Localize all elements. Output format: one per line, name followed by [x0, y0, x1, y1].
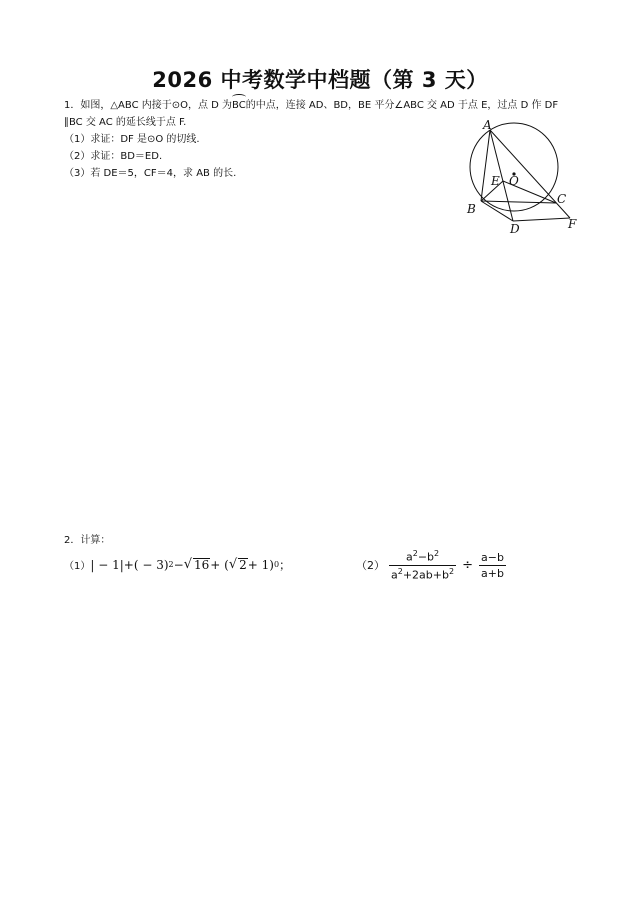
geometry-figure	[458, 117, 588, 237]
paren-term: ( − 3)	[133, 557, 169, 572]
question-1-part-2: （2）求证：BD＝ED.	[64, 151, 163, 162]
part-2-label: （2）	[356, 559, 385, 573]
label-c: C	[557, 192, 567, 206]
circle-o	[470, 123, 558, 211]
part-1-label: （1）	[64, 561, 91, 572]
plus-one-close: + 1)	[247, 557, 274, 572]
abs-term: | − 1|	[90, 557, 124, 572]
exponent-0: 0	[273, 560, 280, 569]
fraction-2-numerator: a−b	[480, 550, 504, 564]
segment-ab	[481, 130, 490, 201]
radicand-16: 16	[193, 558, 210, 572]
question-2-part-2	[356, 549, 510, 581]
radical-sign-1: √	[183, 557, 192, 572]
arc-bc: BC	[232, 97, 246, 114]
question-1-part-3: （3）若 DE＝5，CF＝4，求 AB 的长.	[64, 168, 237, 179]
plus-paren: + (	[210, 557, 229, 572]
minus-sign: −	[173, 557, 184, 572]
question-1-part-1: （1）求证：DF 是⊙O 的切线.	[64, 134, 200, 145]
part-1-end: ；	[279, 558, 292, 572]
plus-sign-1: +	[123, 557, 134, 572]
label-b: B	[467, 202, 476, 216]
fraction-2	[479, 551, 506, 580]
segment-df	[513, 218, 570, 221]
segment-bc	[481, 201, 556, 203]
label-e: E	[491, 174, 500, 188]
question-2-part-1	[64, 556, 291, 573]
question-2-heading: 2．计算：	[64, 535, 111, 546]
label-f: F	[568, 217, 577, 231]
question-1-line-2: ∥BC 交 AC 的延长线于点 F.	[64, 117, 187, 128]
fraction-1	[389, 549, 456, 581]
question-1-text-b: 的中点，连接 AD、BD，BE 平分∠ABC 交 AD 于点 E，过点 D 作 DF	[245, 100, 559, 111]
question-1-text-a: 1．如图，△ABC 内接于⊙O，点 D 为	[64, 100, 233, 111]
label-d: D	[510, 222, 520, 236]
exponent-2: 2	[168, 560, 174, 569]
radical-sign-2: √	[228, 557, 238, 572]
label-a: A	[483, 118, 492, 132]
label-o: O	[509, 174, 519, 188]
fraction-1-denominator: $a^2+2ab+b^2$	[391, 566, 455, 582]
question-1-line-1	[64, 97, 584, 114]
fraction-1-numerator: $a^2-b^2$	[405, 549, 440, 564]
division-sign: ÷	[462, 557, 473, 573]
radicand-2: 2	[239, 558, 247, 572]
fraction-2-denominator: a+b	[480, 566, 504, 580]
page-title: 2026 中考数学中档题（第 3 天）	[152, 68, 488, 92]
